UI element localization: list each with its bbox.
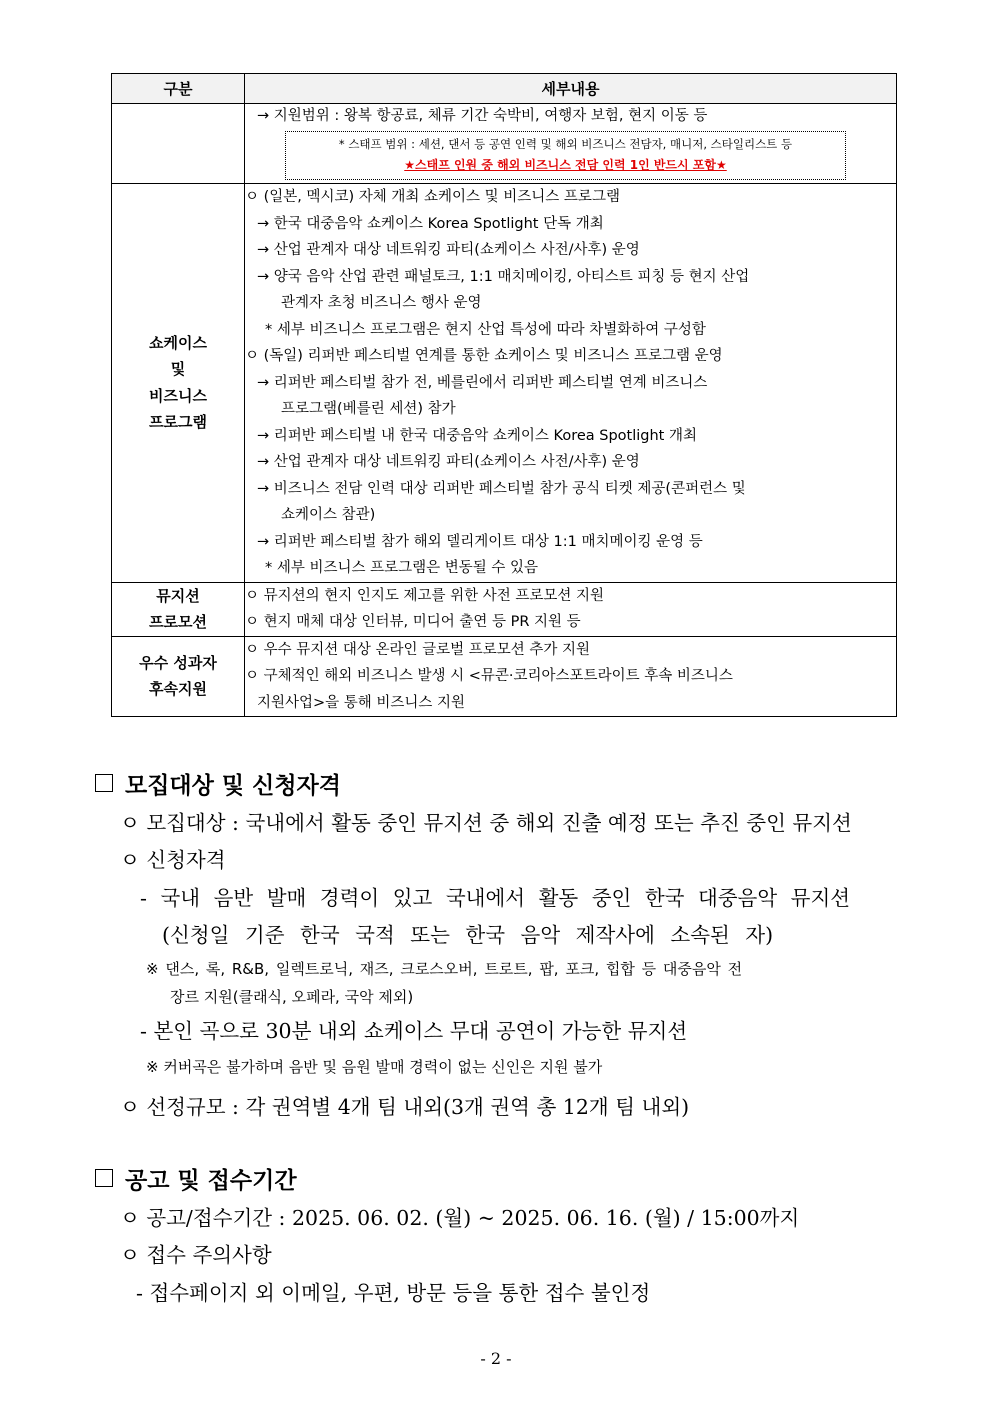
- selection-scale: ㅇ 선정규모 : 각 권역별 4개 팀 내외(3개 권역 총 12개 팀 내외): [120, 1095, 690, 1119]
- table-row: [112, 184, 897, 583]
- list-item: → 지원범위 : 왕복 항공료, 체류 기간 숙박비, 여행자 보험, 현지 이동 등: [257, 108, 708, 124]
- list-item: ㅇ (일본, 멕시코) 자체 개최 쇼케이스 및 비즈니스 프로그램: [245, 189, 620, 205]
- application-period: ㅇ 공고/접수기간 : 2025. 06. 02. (월) ~ 2025. 06. 16. (월) / 15:00까지: [120, 1206, 800, 1230]
- list-item: 쇼케이스 참관): [281, 507, 376, 523]
- qualification-title: ㅇ 신청자격: [120, 848, 226, 872]
- table-header-row: [112, 74, 897, 104]
- detail-table: [111, 73, 897, 717]
- row-content: [245, 636, 897, 717]
- list-item: * 세부 비즈니스 프로그램은 현지 산업 특성에 따라 차별화하여 구성함: [265, 321, 706, 338]
- genre-note-cont: 장르 지원(클래식, 오페라, 국악 제외): [170, 988, 414, 1006]
- list-item: → 리퍼반 페스티벌 참가 해외 델리게이트 대상 1:1 매치메이킹 운영 등: [257, 533, 703, 550]
- caution-title: ㅇ 접수 주의사항: [120, 1243, 272, 1267]
- row-category-promotion: 뮤지션 프로모션: [112, 582, 245, 636]
- row-content: [245, 184, 897, 583]
- list-item: 프로그램(베를린 세션) 참가: [281, 401, 456, 417]
- checkbox-square-icon: [95, 1169, 113, 1187]
- page-number: - 2 -: [480, 1349, 512, 1368]
- row-content: [245, 582, 897, 636]
- list-item: ㅇ (독일) 리퍼반 페스티벌 연계를 통한 쇼케이스 및 비즈니스 프로그램 운영: [245, 348, 723, 364]
- list-item: 관계자 초청 비즈니스 행사 운영: [281, 295, 482, 311]
- row-category-showcase: 쇼케이스 및 비즈니스 프로그램: [112, 184, 245, 583]
- header-category: 구분: [112, 74, 245, 104]
- table-row: [112, 104, 897, 184]
- list-item: → 산업 관계자 대상 네트워킹 파티(쇼케이스 사전/사후) 운영: [257, 454, 640, 470]
- row-content: [245, 104, 897, 184]
- list-item: → 양국 음악 산업 관련 패널토크, 1:1 매치메이킹, 아티스트 피칭 등 현지 산업: [257, 268, 750, 285]
- list-item: ㅇ 우수 뮤지션 대상 온라인 글로벌 프로모션 추가 지원: [245, 641, 591, 658]
- caution-1: - 접수페이지 외 이메일, 우편, 방문 등을 통한 접수 불인정: [136, 1281, 651, 1305]
- checkbox-square-icon: [95, 774, 113, 792]
- row-category-empty: [112, 104, 245, 184]
- staff-scope-note: * 스태프 범위 : 세션, 댄서 등 공연 인력 및 해외 비즈니스 전담자, 매니저, 스타일리스트 등: [338, 137, 793, 151]
- table-row: [112, 582, 897, 636]
- list-item: → 한국 대중음악 쇼케이스 Korea Spotlight 단독 개최: [257, 215, 604, 232]
- staff-required-note: ★스태프 인원 중 해외 비즈니스 전담 인력 1인 반드시 포함★: [404, 158, 727, 172]
- section-title-eligibility: 모집대상 및 신청자격: [95, 767, 341, 800]
- section-title-period: 공고 및 접수기간: [95, 1162, 297, 1195]
- header-details: 세부내용: [245, 74, 897, 104]
- list-item: → 리퍼반 페스티벌 참가 전, 베를린에서 리퍼반 페스티벌 연계 비즈니스: [257, 374, 708, 391]
- list-item: → 비즈니스 전담 인력 대상 리퍼반 페스티벌 참가 공식 티켓 제공(콘퍼런스 및: [257, 480, 746, 497]
- table-row: [112, 636, 897, 717]
- qualification-1: - 국내 음반 발매 경력이 있고 국내에서 활동 중인 한국 대중음악 뮤지션: [140, 886, 851, 910]
- row-category-followup: 우수 성과자 후속지원: [112, 636, 245, 717]
- cover-note: ※ 커버곡은 불가하며 음반 및 음원 발매 경력이 없는 신인은 지원 불가: [146, 1058, 603, 1076]
- staff-note-box: [285, 131, 846, 180]
- list-item: → 산업 관계자 대상 네트워킹 파티(쇼케이스 사전/사후) 운영: [257, 242, 640, 258]
- qualification-1-detail: (신청일 기준 한국 국적 또는 한국 음악 제작사에 소속된 자): [162, 923, 774, 947]
- list-item: 지원사업>을 통해 비즈니스 지원: [257, 694, 466, 711]
- list-item: ㅇ 뮤지션의 현지 인지도 제고를 위한 사전 프로모션 지원: [245, 587, 605, 604]
- genre-note: ※ 댄스, 록, R&B, 일렉트로닉, 재즈, 크로스오버, 트로트, 팝, 포크, 힙합 등 대중음악 전: [146, 960, 743, 978]
- qualification-2: - 본인 곡으로 30분 내외 쇼케이스 무대 공연이 가능한 뮤지션: [140, 1019, 688, 1043]
- recruit-target: ㅇ 모집대상 : 국내에서 활동 중인 뮤지션 중 해외 진출 예정 또는 추진 중인 뮤지션: [120, 811, 852, 835]
- list-item: * 세부 비즈니스 프로그램은 변동될 수 있음: [265, 560, 539, 576]
- list-item: ㅇ 구체적인 해외 비즈니스 발생 시 <뮤콘·코리아스포트라이트 후속 비즈니스: [245, 668, 733, 684]
- list-item: ㅇ 현지 매체 대상 인터뷰, 미디어 출연 등 PR 지원 등: [245, 614, 581, 630]
- list-item: → 리퍼반 페스티벌 내 한국 대중음악 쇼케이스 Korea Spotlight 개최: [257, 427, 697, 444]
